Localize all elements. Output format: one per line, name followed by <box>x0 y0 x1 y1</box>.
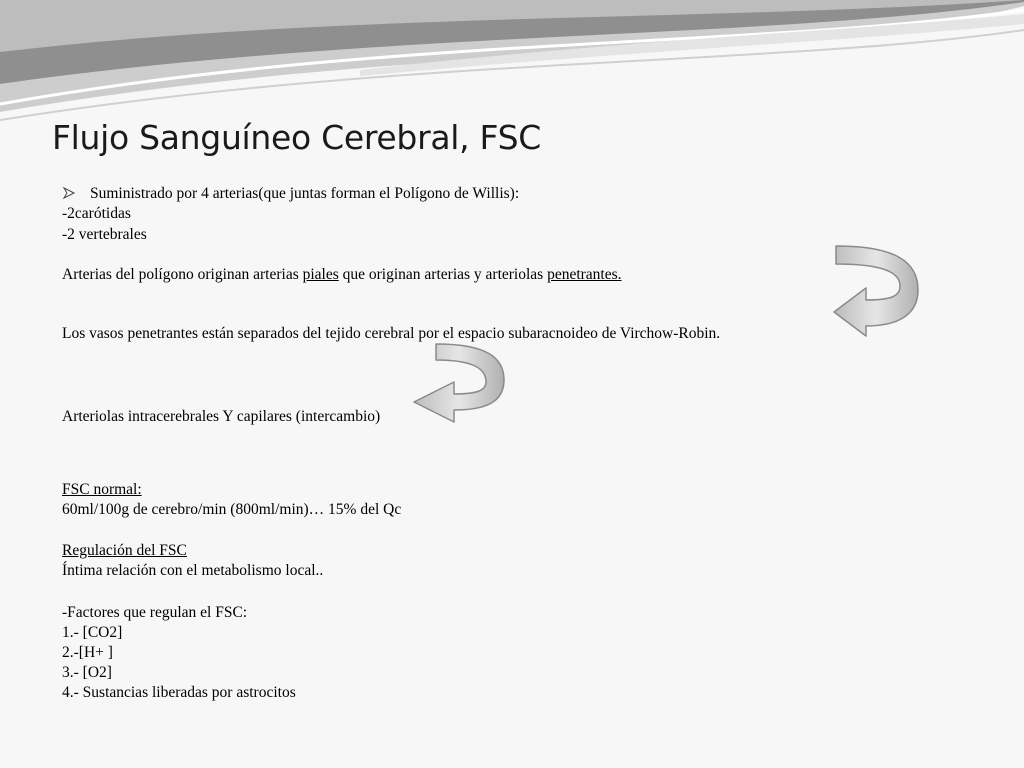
slide-title: Flujo Sanguíneo Cerebral, FSC <box>52 118 541 157</box>
arrowhead-bullet-icon <box>62 186 76 200</box>
factor-item-2: 2.-[H+ ] <box>62 644 113 661</box>
line-vertebrales: -2 vertebrales <box>62 226 147 243</box>
bullet-text: Suministrado por 4 arterias(que juntas forman el Polígono de Willis): <box>90 185 520 202</box>
regulacion-heading: Regulación del FSC <box>62 542 187 559</box>
arterias-text-b: que originan arterias y arteriolas <box>338 266 548 283</box>
line-carotidas: -2carótidas <box>62 205 131 222</box>
arterias-text-a: Arterias del polígono originan arterias <box>62 266 303 283</box>
factor-item-4: 4.- Sustancias liberadas por astrocitos <box>62 684 296 701</box>
fsc-normal-value: 60ml/100g de cerebro/min (800ml/min)… 15% del Qc <box>62 501 402 518</box>
line-arterias <box>62 265 622 285</box>
factor-item-3: 3.- [O2] <box>62 664 112 681</box>
piales-underlined: piales <box>302 266 339 283</box>
fsc-normal-heading: FSC normal: <box>62 481 142 498</box>
bullet-item <box>62 184 519 204</box>
factores-heading: -Factores que regulan el FSC: <box>62 604 248 621</box>
line-arteriolas: Arteriolas intracerebrales Y capilares (intercambio) <box>62 408 381 425</box>
line-vasos-penetrantes: Los vasos penetrantes están separados del tejido cerebral por el espacio subaracnoideo de Virchow-Robin. <box>62 325 721 342</box>
penetrantes-underlined: penetrantes. <box>547 266 622 283</box>
regulacion-text: Íntima relación con el metabolismo local.. <box>62 562 324 579</box>
curved-return-arrow-icon <box>406 340 508 426</box>
curved-return-arrow-icon <box>826 240 922 338</box>
factor-item-1: 1.- [CO2] <box>62 624 123 641</box>
